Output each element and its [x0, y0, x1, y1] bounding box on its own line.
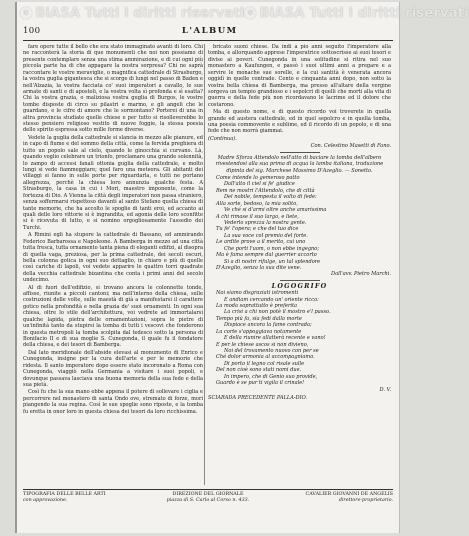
- poem-line: Del nobile, tempesta il volto di fede:: [224, 194, 317, 201]
- copyright-icon: ©: [20, 7, 32, 19]
- paragraph: Ma di questo nome, e di questo ricordo voi troverete in quella grande ed austera cattedrale, ed in quel sepolcro e in quella tomba, una poesia commovente e sublime, ed il ricordo di un popolo, e di una fede che non morrà giammai.: [208, 109, 391, 135]
- logogrifo-signature: D. V.: [379, 386, 391, 393]
- poem-line: La sua voce col premio del forte.: [224, 232, 308, 239]
- logogrifo-line: Guardo è se pur ti vigila il crinale!: [216, 380, 305, 387]
- poem-line: Ma è fama sempre dal guerrier accorto: [216, 252, 317, 259]
- poem-line: Che porti l'uom, o non ebbe ingegno;: [224, 245, 320, 252]
- logogrifo-line: E andiam cercando un' oriente ricco:: [224, 296, 319, 303]
- header-rule: [23, 40, 393, 41]
- logogrifo-line: Di porto il legno col risale sulle: [224, 360, 305, 367]
- poem-line: A chi rimase il suo largo, e liete,: [216, 213, 299, 220]
- poem-line: Ve ché si d'armi oltre anche amarissima: [224, 207, 327, 214]
- logogrifo-line: Tempo più fa, sia fedi dalla morte: [216, 315, 302, 322]
- page-title: L'ALBUM: [181, 26, 238, 36]
- article-signature: Con. Celestino Masetti di Fano.: [310, 143, 391, 150]
- paragraph: Vedete la guglia della cattedrale si slancia in mezzo alle pianure, ed in capo di fiume e del sommo della città, come la fervida preghiera di tutto un popolo sale al cielo, quando le ginocchia si curvano. Là, quando voglio celebrare un trionfo, proclamare una grande solennità, lo zampo di accessi fanali ottonia guglia della cattedrale, e molto lungi si vede fiammeggiare; quel faro una meteora. Gli abitanti dei villaggi si fanno in sulle porte per riguardarla, e tutti ne portano allegrezza, perchè la chiesa loro annunzia qualche festa. A Strasburgo, la casa in cui i Mori, maestro imponente, come la fortezza di Dio. A Vienna la città degli imperatori non passa straniero, senza soffermarsi rispettoso davanti al santo Stefano quella chiesa di tante memorie, che ha accolto le spoglie di tanti eroi, ed accanto ai quali delle loro vittorie si è ingrandita, ed agonia delle loro sconfitte si è ricevuta di lutto, e si nomino orgogliosamente l'assedio dei Turchi.: [23, 134, 203, 231]
- paragraph: fare opere tutte il bello che era stato immaginato avanti di loro. Chi ne racconterà la storia di que monumenti che noi non possiamo di presente contemplare senza una stima ammirazione, e di cui ogni più piccola parte ha di che appagare la nostra sorpresa? Chi ne saprà raccontare le vostre meraviglie, o magnifica cattedrale di Strasburgo, la vostra guglia gigantesca che si scorge di lungi nel passo di Baden e nell'Alzazia, la vostra facciata co' suoi imperatori a cavallo, le sue armate di santi e di apostoli, e la vostra volta sì profonda e sì esatta? Chi la vostra grazia, o maliziosa vostra guglia di Burgos, le vostre tombe disposte di circo su pilastri e marmo, e gli angeli che le guardano, e le cifre di amore che le sormontano? Porterei di una in altra provincia studiate quelle chiese e per tutto si risolleverebbe lo stesso pensiero religioso vestito di nuove foggie, la stessa poesia dello spirito espressa sotto mille forme diverse.: [23, 44, 203, 134]
- divider: [280, 152, 320, 153]
- continua-note: (Continua).: [208, 135, 237, 142]
- page-number: 100: [23, 26, 41, 36]
- footer-rule: [23, 489, 393, 490]
- footer-director: [275, 492, 393, 516]
- watermark-left-text: BiASA Tutti i diritti riservati: [35, 5, 245, 21]
- poem-line: Si a di nostri rifulge, un tal splendore: [224, 258, 321, 265]
- paragraph: A Rimini egli ha stupore la cattedrale di Bassano, ed ammirando Federico Barbarossa e Napoleone. A Bamberga in mezzo ad una città tutta fresca, tutta ornamento tanta piena di eleganti edifizi, al disopra di quella vaga, preziosa, per la prima cattedrale, dei secoli oscuri, bella colonna gotica in ogni suo dettaglio, in chiaro e più di quelle così cariche di lapoli, voi vedete apparire le quattro torri quadrate della vecchia cattedrale bizantina che conta i primi anni del secolo undecimo.: [23, 232, 203, 284]
- newspaper-page: [15, 2, 400, 533]
- page-footer: [23, 492, 393, 516]
- poem-title: Madre Sforza Attendolo nell'atto di baciare la tomba dell'albero rivestendosi alla sua prima di acqua la lamba italiana, traduzione dipinta del sig. Marchese Massimo D'Azeglio. — Sonetto.: [215, 154, 384, 174]
- logogrifo-line: E per le chiese ascos si non divieno,: [216, 341, 309, 348]
- logogrifo-line: Dispiace ancora la fame contrada;: [224, 322, 312, 329]
- poem-line: Dall'alto il ciel si fe' giudice: [224, 181, 295, 188]
- footer-printer: [23, 492, 141, 516]
- poem-line: Vederlo sprezza la nostra gente.: [224, 219, 307, 226]
- logogrifo-line: Noi siamo disgraziati istromenti: [216, 290, 299, 297]
- printer-approval: con approvazione.: [23, 498, 68, 503]
- logogrifo-line: Ché dolor armonia al accompagniamo.: [216, 354, 315, 361]
- logogrifo-line: Del non cioè sono stati nomi due.: [216, 367, 302, 374]
- printer-name: TIPOGRAFIA DELLE BELLE ARTI: [23, 492, 106, 497]
- previous-solution: SCIARADA PRECEDENTE PALLA-DIO.: [208, 394, 308, 401]
- poem-line: D'Azeglio, senza la sua dite vene.: [216, 264, 302, 271]
- poem-line: Rem ne mostri l'Attendolo, che di città: [216, 187, 315, 194]
- logogrifo-line: Noi del trovamento nuovo con per se: [224, 347, 319, 354]
- paragraph: Al di fuori dell'edifizio, si trovano ancora le colonnette tonde, affisse, riunite a piccoli cantoni; ma nell'interno della chiesa, sulle costruzioni delle volte, sulle maestà di già a manifestarsi il carattere gotico nella profondità e nella grazia de' suoi ornamenti. In ogni sua chiesa, oltre lo stile dell'architettura, voi vedrete ad immortalarsi qualche lapida, pietra delle ornamentazioni, sopra le pietre di un'infinità tanto da stupirsi la tomba di tutti i vescovi che fonderono in questa metropoli la tomba scolpita dal tedesco sotto la persona di Bonifacio II e di sua moglie S. Cunegonda, il quale fu il fondatore della chiesa, e dei tesori di Bamberga.: [23, 284, 203, 349]
- logogrifo-line: La moda soprattutto è preferita: [216, 303, 298, 310]
- poem-line: Le ardite prove a il merito, cui uno: [216, 239, 306, 246]
- logogrifo-line: In impero, che di Genio suo provide,: [224, 373, 318, 380]
- right-column: [208, 44, 391, 485]
- logogrifo-line: La crisi a chi non potè il mostro e'l passo.: [224, 309, 331, 316]
- poem-line: Alla sorte, bedoso, la mia solito,: [216, 200, 298, 207]
- direction-title: DIREZIONE DEL GIORNALE: [172, 492, 244, 497]
- watermark-right-text: BiASA Tutti i diritti riservati: [259, 5, 469, 21]
- logogrifo-line: La corte s'appoggiava notamente: [216, 328, 302, 335]
- poem-signature: Dall'avv. Pietro Marchi.: [331, 271, 391, 278]
- page-header: [23, 26, 393, 38]
- poem-line: Tu fe' l'opera; e che del tuo dice: [216, 226, 299, 233]
- logogrifo-line: E della riunire allatterà recente e vano!: [224, 335, 326, 342]
- director-name: CAVALIER GIOVANNI DE ANGELIS: [305, 492, 393, 497]
- poem-line: Come intende lo gemeroso patto: [216, 175, 300, 182]
- paragraph: Così fu che la sua mano ebbe appena il potere di sollevare i ciglia e percorrere nel monastero di santa Ondo ove, stremato di forze, mori piangendo la sua regina. Così le sue spoglie sono riposte, e la tomba fu eretta in onor loro in questa chiesa dei tesori da loro ricchissima.: [23, 389, 203, 415]
- direction-address: piazza di S. Carlo al Corso n. 433.: [166, 498, 250, 503]
- divider: [280, 280, 320, 281]
- logogrifo-heading: LOGOGRIFO: [271, 281, 328, 290]
- director-role: direttore-proprietario.: [338, 498, 393, 503]
- paragraph: Dal lato meridionale dell'abside elevasi al monumento di Enrico e Cunegonda, insigne per la cura dell'arte e per le memorie che ridesta. Il santo imperatore dopo essere stato incoronato a Roma con Cunegonda, viaggiò nella Germania a visitare i suoi popoli, e dovunque passava lasciava una buona memoria della sua fede e della sua pietà.: [23, 349, 203, 388]
- left-column: [23, 44, 203, 485]
- footer-direction: [149, 492, 267, 516]
- paragraph: bricato suoni chiese. Da indi a pio anni seguito l'imperatore alla tomba, e allorquando apprese l'imperatrice sottoscrisse ai suoi tesori e divise ai poveri. Cunegonda in una solitudine si ritira nel suo monastero a Kaufungen, e passò i suoi ultimi anni a pregare e a servire le monache sue sorelle, e la cui santità è venerata ancora oggidì in quelle contrade. Cento e cinquanta anni dopo, non sotto la vostra bella chiesa di Bamberga, ma presso all'altare della vergine sorgeva un tempio grandioso e i sepolcri di quelli che morti alla vita di guerra e della fede più non ricordavano le lacrime ed il dolore che costarono.: [208, 44, 391, 108]
- column-divider: [204, 44, 205, 485]
- copyright-icon: ©: [244, 7, 256, 19]
